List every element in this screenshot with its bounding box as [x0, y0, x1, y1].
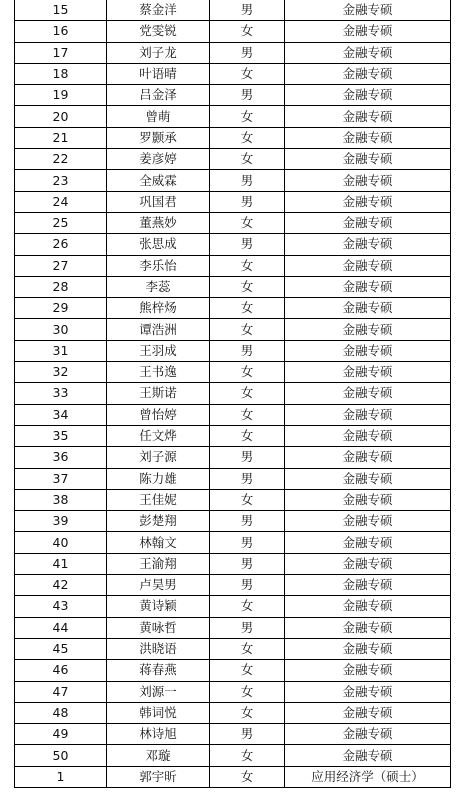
major-cell: 应用经济学（硕士） [285, 766, 451, 787]
major-cell: 金融专硕 [285, 149, 451, 170]
gender-cell: 女 [210, 276, 285, 297]
major-cell: 金融专硕 [285, 21, 451, 42]
student-name-cell: 黄咏哲 [107, 617, 210, 638]
row-number-cell: 26 [15, 234, 107, 255]
gender-cell: 女 [210, 404, 285, 425]
gender-cell: 女 [210, 425, 285, 446]
row-number-cell: 29 [15, 298, 107, 319]
student-name-cell: 刘子源 [107, 447, 210, 468]
major-cell: 金融专硕 [285, 234, 451, 255]
major-cell: 金融专硕 [285, 596, 451, 617]
table-row [15, 127, 451, 148]
row-number-cell: 39 [15, 511, 107, 532]
gender-cell: 女 [210, 298, 285, 319]
major-cell: 金融专硕 [285, 447, 451, 468]
student-name-cell: 林诗旭 [107, 724, 210, 745]
student-name-cell: 董燕妙 [107, 212, 210, 233]
major-cell: 金融专硕 [285, 298, 451, 319]
row-number-cell: 50 [15, 745, 107, 766]
student-name-cell: 黄诗颖 [107, 596, 210, 617]
row-number-cell: 18 [15, 63, 107, 84]
table-row [15, 660, 451, 681]
gender-cell: 女 [210, 702, 285, 723]
student-name-cell: 蒋春燕 [107, 660, 210, 681]
table-row [15, 319, 451, 340]
major-cell: 金融专硕 [285, 63, 451, 84]
gender-cell: 男 [210, 532, 285, 553]
student-name-cell: 王渝翔 [107, 553, 210, 574]
student-name-cell: 洪晓语 [107, 638, 210, 659]
row-number-cell: 41 [15, 553, 107, 574]
table-row [15, 489, 451, 510]
table-row [15, 553, 451, 574]
student-name-cell: 曾怡婷 [107, 404, 210, 425]
row-number-cell: 15 [15, 0, 107, 21]
student-name-cell: 罗颢承 [107, 127, 210, 148]
row-number-cell: 47 [15, 681, 107, 702]
row-number-cell: 24 [15, 191, 107, 212]
major-cell: 金融专硕 [285, 85, 451, 106]
table-row [15, 447, 451, 468]
student-name-cell: 巩国君 [107, 191, 210, 212]
row-number-cell: 36 [15, 447, 107, 468]
row-number-cell: 28 [15, 276, 107, 297]
major-cell: 金融专硕 [285, 42, 451, 63]
row-number-cell: 35 [15, 425, 107, 446]
student-name-cell: 林翰文 [107, 532, 210, 553]
gender-cell: 女 [210, 383, 285, 404]
student-name-cell: 李乐怡 [107, 255, 210, 276]
gender-cell: 男 [210, 42, 285, 63]
student-name-cell: 谭浩洲 [107, 319, 210, 340]
major-cell: 金融专硕 [285, 212, 451, 233]
gender-cell: 男 [210, 191, 285, 212]
table-row [15, 340, 451, 361]
table-row [15, 42, 451, 63]
gender-cell: 女 [210, 596, 285, 617]
major-cell: 金融专硕 [285, 575, 451, 596]
gender-cell: 女 [210, 766, 285, 787]
gender-cell: 女 [210, 319, 285, 340]
gender-cell: 女 [210, 255, 285, 276]
table-row [15, 362, 451, 383]
major-cell: 金融专硕 [285, 468, 451, 489]
major-cell: 金融专硕 [285, 702, 451, 723]
row-number-cell: 32 [15, 362, 107, 383]
row-number-cell: 27 [15, 255, 107, 276]
table-row [15, 724, 451, 745]
row-number-cell: 44 [15, 617, 107, 638]
student-name-cell: 叶语晴 [107, 63, 210, 84]
student-name-cell: 张思成 [107, 234, 210, 255]
table-row [15, 596, 451, 617]
student-name-cell: 党雯锐 [107, 21, 210, 42]
row-number-cell: 38 [15, 489, 107, 510]
major-cell: 金融专硕 [285, 340, 451, 361]
table-row [15, 276, 451, 297]
row-number-cell: 48 [15, 702, 107, 723]
gender-cell: 女 [210, 63, 285, 84]
gender-cell: 男 [210, 0, 285, 21]
major-cell: 金融专硕 [285, 724, 451, 745]
table-row [15, 702, 451, 723]
gender-cell: 男 [210, 85, 285, 106]
table-row [15, 745, 451, 766]
student-name-cell: 刘源一 [107, 681, 210, 702]
major-cell: 金融专硕 [285, 170, 451, 191]
table-row [15, 468, 451, 489]
student-name-cell: 熊梓炀 [107, 298, 210, 319]
student-name-cell: 王羽成 [107, 340, 210, 361]
major-cell: 金融专硕 [285, 532, 451, 553]
student-name-cell: 陈力雄 [107, 468, 210, 489]
major-cell: 金融专硕 [285, 638, 451, 659]
row-number-cell: 40 [15, 532, 107, 553]
row-number-cell: 21 [15, 127, 107, 148]
table-row [15, 298, 451, 319]
row-number-cell: 33 [15, 383, 107, 404]
row-number-cell: 31 [15, 340, 107, 361]
student-name-cell: 郭宇昕 [107, 766, 210, 787]
gender-cell: 男 [210, 511, 285, 532]
roster-body [15, 0, 451, 787]
row-number-cell: 23 [15, 170, 107, 191]
gender-cell: 女 [210, 127, 285, 148]
table-row [15, 425, 451, 446]
row-number-cell: 43 [15, 596, 107, 617]
table-row [15, 575, 451, 596]
student-name-cell: 彭楚翔 [107, 511, 210, 532]
gender-cell: 女 [210, 21, 285, 42]
student-name-cell: 李蕊 [107, 276, 210, 297]
major-cell: 金融专硕 [285, 191, 451, 212]
major-cell: 金融专硕 [285, 425, 451, 446]
major-cell: 金融专硕 [285, 276, 451, 297]
major-cell: 金融专硕 [285, 617, 451, 638]
table-row [15, 106, 451, 127]
gender-cell: 男 [210, 553, 285, 574]
student-name-cell: 曾萌 [107, 106, 210, 127]
student-name-cell: 吕金泽 [107, 85, 210, 106]
gender-cell: 女 [210, 106, 285, 127]
student-name-cell: 王斯诺 [107, 383, 210, 404]
gender-cell: 男 [210, 340, 285, 361]
major-cell: 金融专硕 [285, 362, 451, 383]
row-number-cell: 17 [15, 42, 107, 63]
table-row [15, 681, 451, 702]
table-row [15, 255, 451, 276]
row-number-cell: 46 [15, 660, 107, 681]
student-name-cell: 王书逸 [107, 362, 210, 383]
table-row [15, 404, 451, 425]
student-name-cell: 姜彦婷 [107, 149, 210, 170]
student-name-cell: 韩词悦 [107, 702, 210, 723]
row-number-cell: 37 [15, 468, 107, 489]
gender-cell: 男 [210, 170, 285, 191]
student-name-cell: 蔡金洋 [107, 0, 210, 21]
gender-cell: 男 [210, 468, 285, 489]
major-cell: 金融专硕 [285, 404, 451, 425]
gender-cell: 女 [210, 681, 285, 702]
row-number-cell: 49 [15, 724, 107, 745]
student-name-cell: 刘子龙 [107, 42, 210, 63]
major-cell: 金融专硕 [285, 489, 451, 510]
table-row [15, 63, 451, 84]
major-cell: 金融专硕 [285, 319, 451, 340]
gender-cell: 女 [210, 660, 285, 681]
table-row [15, 149, 451, 170]
gender-cell: 男 [210, 724, 285, 745]
student-roster-table [14, 0, 451, 788]
table-row [15, 191, 451, 212]
row-number-cell: 34 [15, 404, 107, 425]
gender-cell: 男 [210, 617, 285, 638]
table-row [15, 383, 451, 404]
student-name-cell: 任文烨 [107, 425, 210, 446]
row-number-cell: 22 [15, 149, 107, 170]
major-cell: 金融专硕 [285, 127, 451, 148]
row-number-cell: 45 [15, 638, 107, 659]
table-row [15, 766, 451, 787]
row-number-cell: 16 [15, 21, 107, 42]
gender-cell: 女 [210, 149, 285, 170]
major-cell: 金融专硕 [285, 553, 451, 574]
gender-cell: 女 [210, 212, 285, 233]
table-row [15, 170, 451, 191]
table-row [15, 0, 451, 21]
table-row [15, 85, 451, 106]
table-row [15, 617, 451, 638]
gender-cell: 男 [210, 234, 285, 255]
major-cell: 金融专硕 [285, 0, 451, 21]
student-name-cell: 邓璇 [107, 745, 210, 766]
row-number-cell: 20 [15, 106, 107, 127]
row-number-cell: 1 [15, 766, 107, 787]
table-row [15, 511, 451, 532]
major-cell: 金融专硕 [285, 255, 451, 276]
table-row [15, 234, 451, 255]
table-row [15, 212, 451, 233]
student-name-cell: 卢昊男 [107, 575, 210, 596]
major-cell: 金融专硕 [285, 106, 451, 127]
row-number-cell: 19 [15, 85, 107, 106]
row-number-cell: 25 [15, 212, 107, 233]
gender-cell: 男 [210, 575, 285, 596]
major-cell: 金融专硕 [285, 681, 451, 702]
gender-cell: 女 [210, 362, 285, 383]
major-cell: 金融专硕 [285, 511, 451, 532]
major-cell: 金融专硕 [285, 383, 451, 404]
gender-cell: 女 [210, 745, 285, 766]
major-cell: 金融专硕 [285, 660, 451, 681]
row-number-cell: 30 [15, 319, 107, 340]
student-name-cell: 全威霖 [107, 170, 210, 191]
table-row [15, 532, 451, 553]
gender-cell: 女 [210, 489, 285, 510]
gender-cell: 男 [210, 447, 285, 468]
gender-cell: 女 [210, 638, 285, 659]
row-number-cell: 42 [15, 575, 107, 596]
student-name-cell: 王佳妮 [107, 489, 210, 510]
major-cell: 金融专硕 [285, 745, 451, 766]
table-row [15, 638, 451, 659]
table-row [15, 21, 451, 42]
